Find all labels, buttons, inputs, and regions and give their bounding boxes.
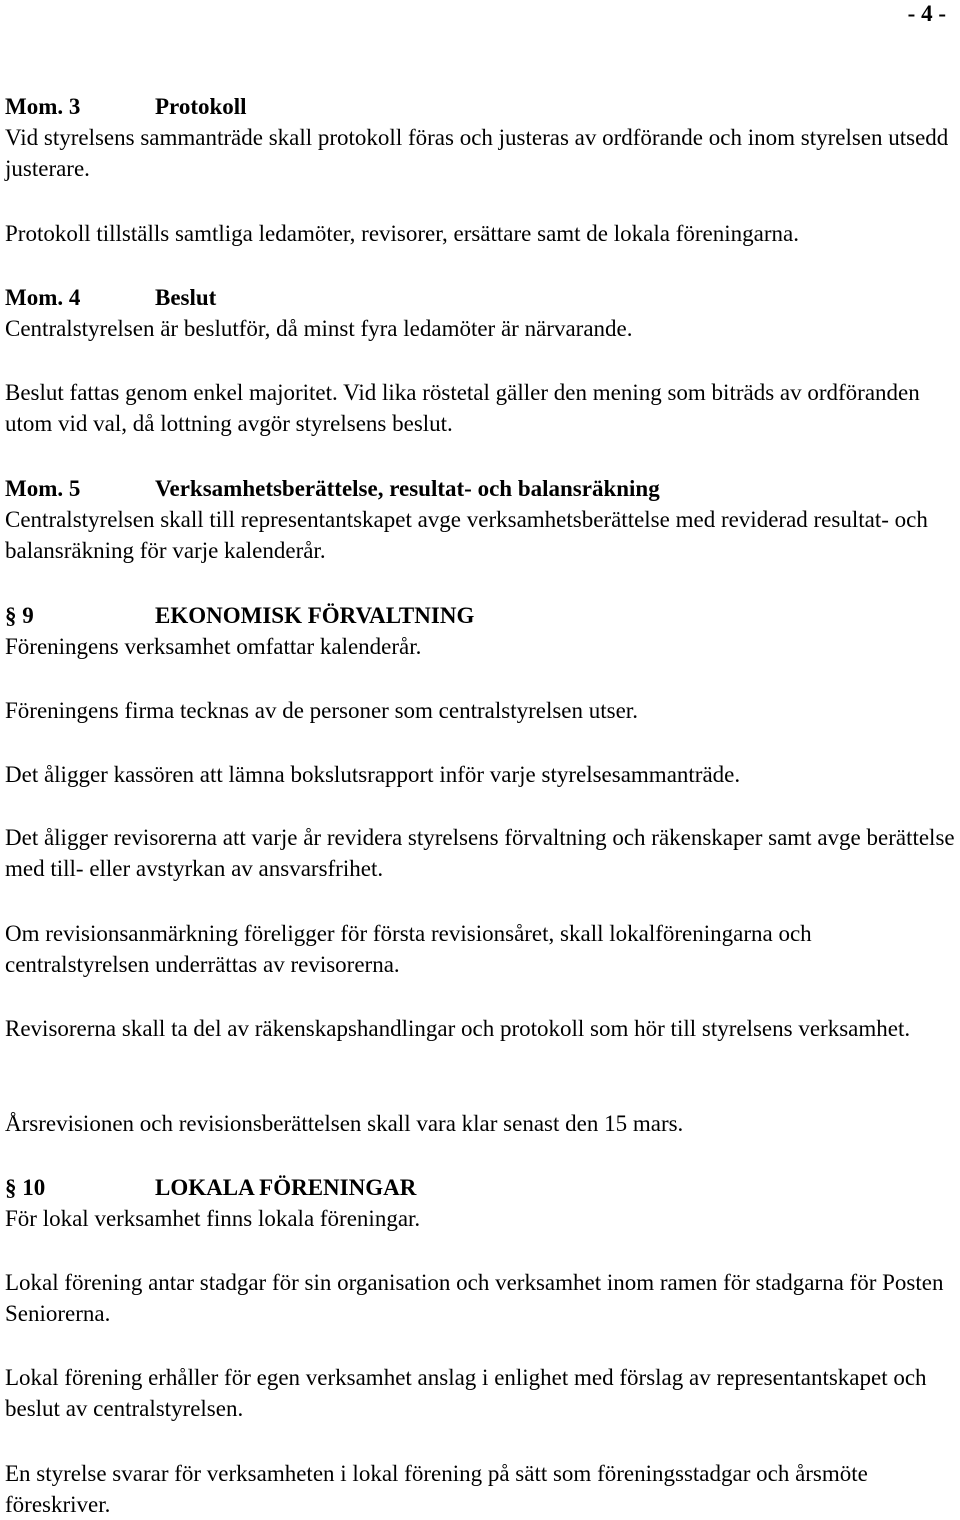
mom5-paragraph-1: Centralstyrelsen skall till representantskapet avge verksamhetsberättelse med reviderad resultat- och balansräkning för varje kalenderår.: [5, 507, 928, 563]
mom5-number: Mom. 5: [5, 476, 81, 501]
section-9-number: § 9: [5, 603, 34, 628]
section-9-paragraph-1: Föreningens verksamhet omfattar kalenderår.: [5, 634, 422, 659]
section-9: [5, 600, 955, 662]
mom5-heading: [5, 473, 955, 504]
section-9-title: EKONOMISK FÖRVALTNING: [155, 603, 475, 628]
section-9-paragraph-2: Föreningens firma tecknas av de personer som centralstyrelsen utser.: [5, 698, 638, 723]
section-10-paragraph-4: En styrelse svarar för verksamheten i lokal förening på sätt som föreningsstadgar och årsmöte föreskriver.: [5, 1461, 868, 1517]
mom3-number: Mom. 3: [5, 94, 81, 119]
mom3-heading: [5, 91, 955, 122]
section-10-paragraph-2: Lokal förening antar stadgar för sin organisation och verksamhet inom ramen för stadgarna för Posten Seniorerna.: [5, 1270, 944, 1326]
section-9-paragraph-4: Det åligger revisorerna att varje år revidera styrelsens förvaltning och räkenskaper samt avge berättelse med till- eller avstyrkan av ansvarsfrihet.: [5, 825, 955, 881]
mom5-title: Verksamhetsberättelse, resultat- och balansräkning: [155, 476, 660, 501]
section-10-heading: [5, 1172, 955, 1203]
mom4-paragraph-1: Centralstyrelsen är beslutför, då minst fyra ledamöter är närvarande.: [5, 316, 633, 341]
mom3-paragraph-2: Protokoll tillställs samtliga ledamöter, revisorer, ersättare samt de lokala föreningarna.: [5, 221, 799, 246]
section-9-paragraph-6: Revisorerna skall ta del av räkenskapshandlingar och protokoll som hör till styrelsens verksamhet.: [5, 1016, 911, 1041]
mom4-section: [5, 282, 955, 344]
section-9-paragraph-3: Det åligger kassören att lämna bokslutsrapport inför varje styrelsesammanträde.: [5, 762, 741, 787]
mom3-section: [5, 91, 955, 184]
section-9-paragraph-7: Årsrevisionen och revisionsberättelsen skall vara klar senast den 15 mars.: [5, 1111, 684, 1136]
mom5-section: [5, 473, 955, 566]
section-10-paragraph-3: Lokal förening erhåller för egen verksamhet anslag i enlighet med förslag av representantskapet och beslut av centralstyrelsen.: [5, 1365, 927, 1421]
section-10-number: § 10: [5, 1175, 46, 1200]
section-10: [5, 1172, 955, 1234]
mom3-paragraph-1: Vid styrelsens sammanträde skall protokoll föras och justeras av ordförande och inom styrelsen utsedd justerare.: [5, 125, 949, 181]
mom4-paragraph-2: Beslut fattas genom enkel majoritet. Vid lika röstetal gäller den mening som biträds av ordföranden utom vid val, då lottning avgör styrelsens beslut.: [5, 380, 920, 436]
mom3-title: Protokoll: [155, 94, 247, 119]
section-9-heading: [5, 600, 955, 631]
mom4-heading: [5, 282, 955, 313]
section-10-paragraph-1: För lokal verksamhet finns lokala föreningar.: [5, 1206, 421, 1231]
mom4-number: Mom. 4: [5, 285, 81, 310]
section-10-title: LOKALA FÖRENINGAR: [155, 1175, 417, 1200]
section-9-paragraph-5: Om revisionsanmärkning föreligger för första revisionsåret, skall lokalföreningarna och centralstyrelsen underrättas av revisorerna.: [5, 921, 812, 977]
mom4-title: Beslut: [155, 285, 217, 310]
page-number: - 4 -: [907, 1, 946, 26]
